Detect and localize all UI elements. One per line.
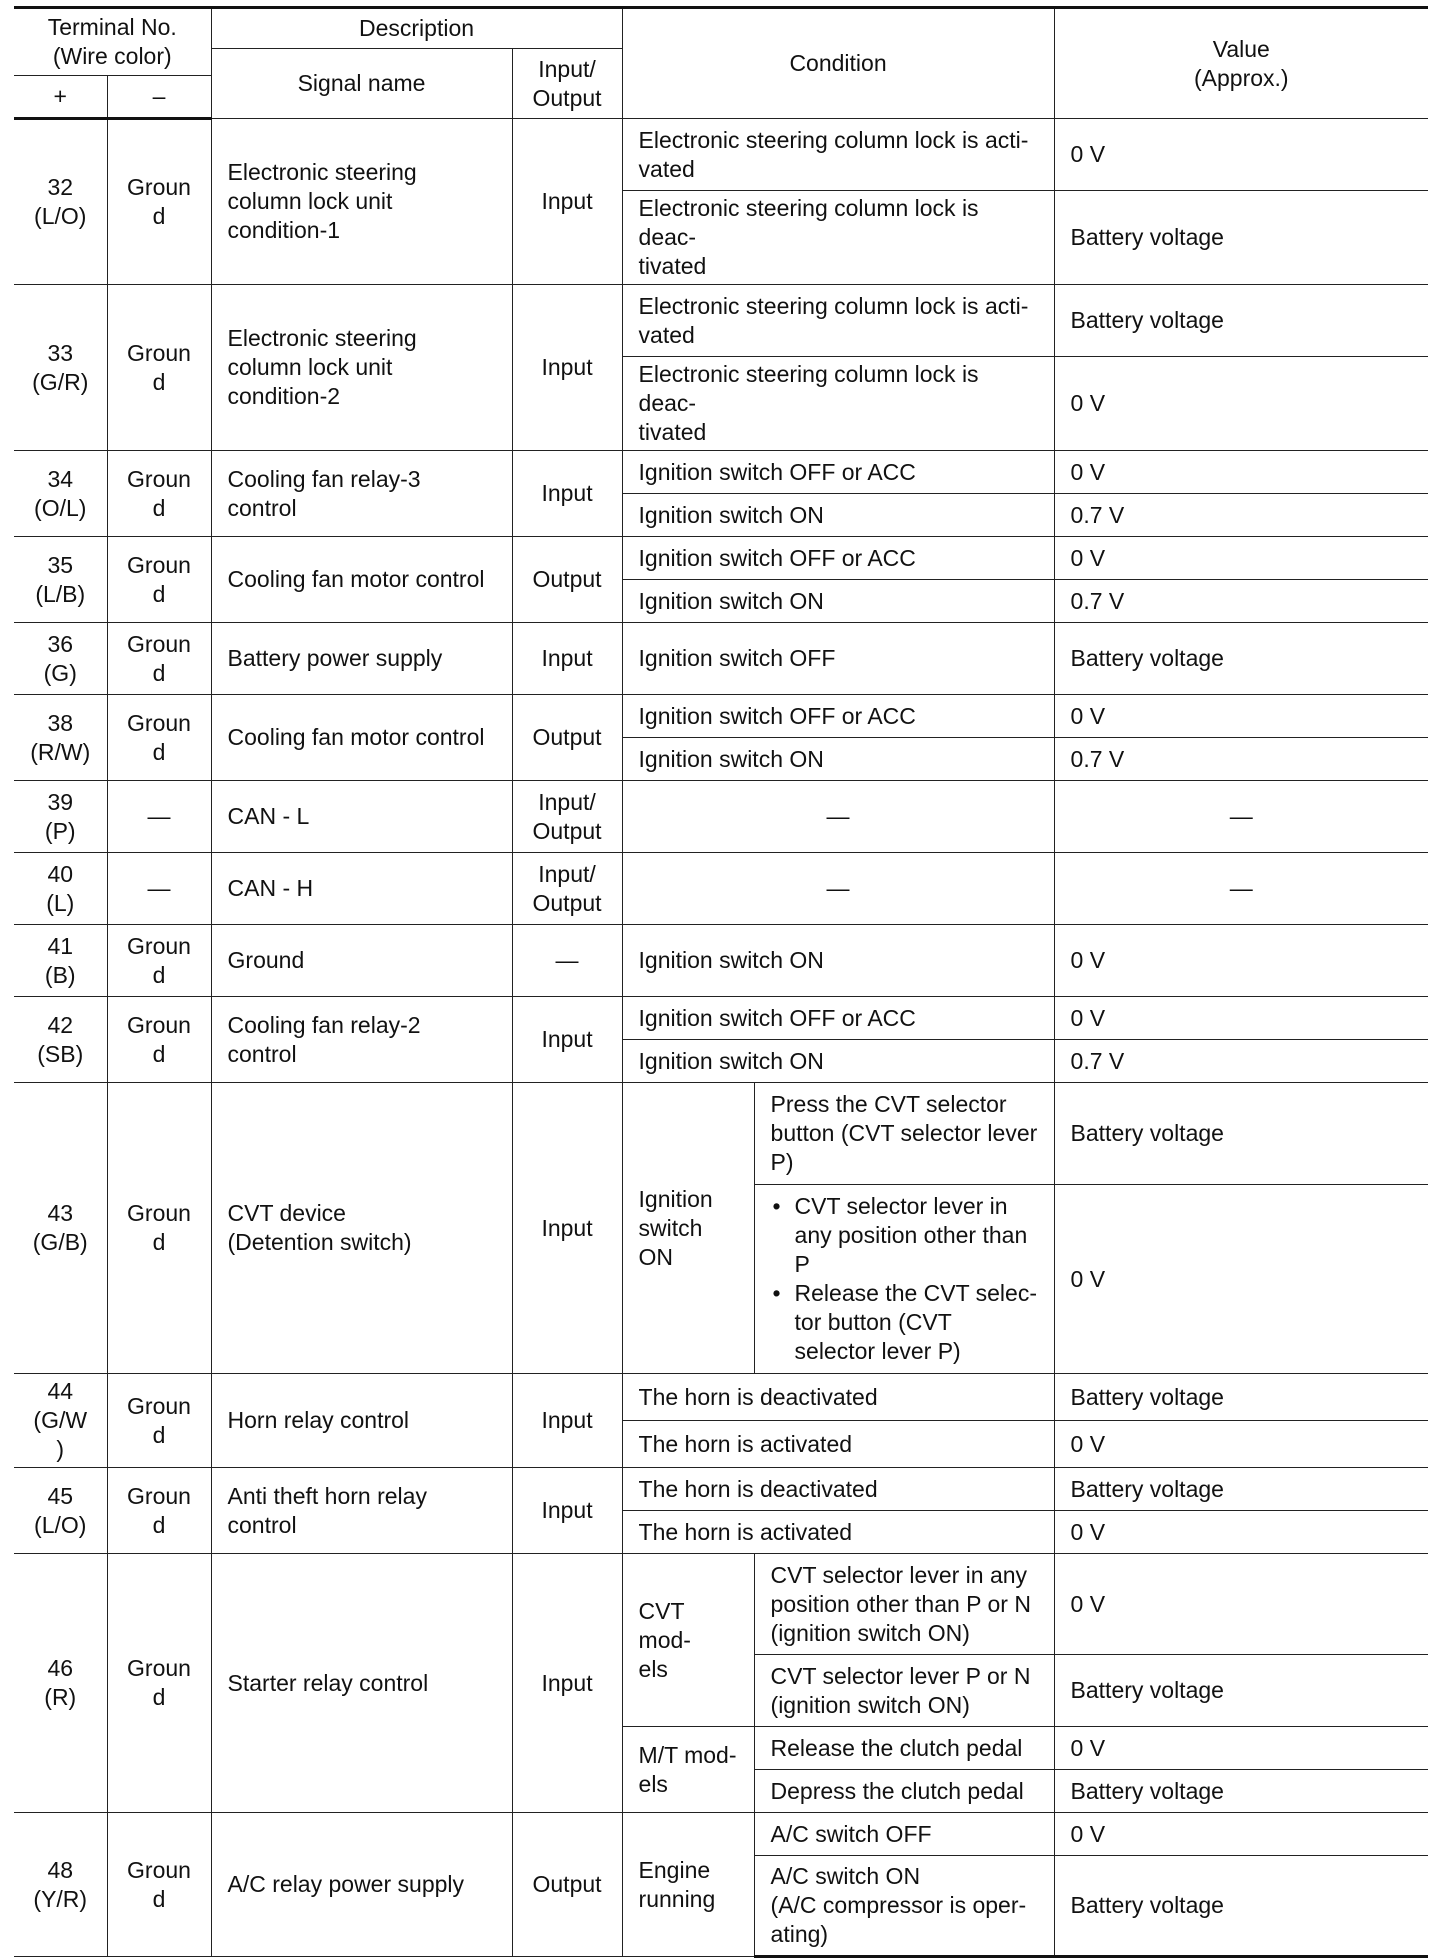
value-cell: 0 V — [1054, 451, 1428, 494]
condition-cell: Release the clutch pedal — [754, 1727, 1054, 1770]
signal-cell: Horn relay control — [211, 1374, 512, 1468]
signal-cell: Electronic steering column lock unit condition-1 — [211, 119, 512, 285]
condition-header: Condition — [622, 8, 1054, 119]
table-row — [14, 1374, 1428, 1421]
condition-cell: Ignition switch ON — [622, 738, 1054, 781]
table-row — [14, 997, 1428, 1040]
description-header: Description — [211, 8, 622, 49]
condition-cell: Ignition switch OFF or ACC — [622, 997, 1054, 1040]
minus-cell: Ground — [107, 1468, 211, 1554]
io-cell: Input/ Output — [512, 853, 622, 925]
table-row — [14, 695, 1428, 738]
table-row — [14, 537, 1428, 580]
condition-cell: Electronic steering column lock is acti- vated — [622, 285, 1054, 357]
condition-cell: CVT selector lever in any position other than P or N (ignition switch ON) — [754, 1554, 1054, 1655]
table-row — [14, 925, 1428, 997]
terminal-cell: 39 (P) — [14, 781, 107, 853]
io-cell: Input — [512, 1083, 622, 1374]
input-output-header: Input/ Output — [512, 49, 622, 119]
condition-cell: A/C switch OFF — [754, 1813, 1054, 1856]
value-cell: 0.7 V — [1054, 580, 1428, 623]
condition-cell: A/C switch ON (A/C compressor is oper- ating) — [754, 1856, 1054, 1957]
value-cell: Battery voltage — [1054, 623, 1428, 695]
terminal-cell: 42 (SB) — [14, 997, 107, 1083]
condition-cell: CVT selector lever P or N (ignition switch ON) — [754, 1655, 1054, 1727]
value-cell: 0 V — [1054, 925, 1428, 997]
value-cell: 0 V — [1054, 1185, 1428, 1374]
condition-cell: — — [622, 781, 1054, 853]
condition-cell: The horn is activated — [622, 1421, 1054, 1468]
condition-group-cell: Engine running — [622, 1813, 754, 1957]
terminal-cell: 40 (L) — [14, 853, 107, 925]
value-cell: 0 V — [1054, 1421, 1428, 1468]
io-cell: — — [512, 925, 622, 997]
condition-cell: Press the CVT selector button (CVT selector lever P) — [754, 1083, 1054, 1185]
condition-cell: Ignition switch ON — [622, 1040, 1054, 1083]
condition-bullet: • CVT selector lever in any position other than P — [795, 1192, 1038, 1279]
table-row — [14, 1468, 1428, 1511]
condition-cell: Ignition switch ON — [622, 580, 1054, 623]
signal-cell: Electronic steering column lock unit condition-2 — [211, 285, 512, 451]
terminal-cell: 33 (G/R) — [14, 285, 107, 451]
minus-cell: Ground — [107, 925, 211, 997]
io-cell: Input — [512, 1374, 622, 1468]
io-cell: Input — [512, 623, 622, 695]
signal-cell: CAN - L — [211, 781, 512, 853]
terminal-cell: 36 (G) — [14, 623, 107, 695]
io-cell: Input — [512, 1468, 622, 1554]
table-row — [14, 853, 1428, 925]
condition-cell: The horn is deactivated — [622, 1374, 1054, 1421]
condition-cell: Ignition switch ON — [622, 494, 1054, 537]
value-cell: 0 V — [1054, 357, 1428, 451]
condition-group-cell: Ignition switch ON — [622, 1083, 754, 1374]
condition-bullet: • Release the CVT selec-tor button (CVT selector lever P) — [795, 1279, 1038, 1366]
condition-cell: Electronic steering column lock is deac- tivated — [622, 357, 1054, 451]
terminal-cell: 43 (G/B) — [14, 1083, 107, 1374]
condition-cell — [754, 1185, 1054, 1374]
condition-group-cell: CVT mod- els — [622, 1554, 754, 1727]
terminal-cell: 32 (L/O) — [14, 119, 107, 285]
terminal-no-header: Terminal No. (Wire color) — [14, 8, 211, 76]
value-cell: 0 V — [1054, 1727, 1428, 1770]
io-cell: Input — [512, 997, 622, 1083]
value-cell: — — [1054, 853, 1428, 925]
value-cell: Battery voltage — [1054, 1856, 1428, 1957]
value-cell: 0 V — [1054, 1813, 1428, 1856]
value-cell: Battery voltage — [1054, 1655, 1428, 1727]
condition-cell: Electronic steering column lock is deac- tivated — [622, 191, 1054, 285]
condition-cell: Ignition switch OFF or ACC — [622, 537, 1054, 580]
signal-cell: Cooling fan motor control — [211, 695, 512, 781]
plus-header: + — [14, 76, 107, 119]
value-cell: 0.7 V — [1054, 1040, 1428, 1083]
value-cell: Battery voltage — [1054, 191, 1428, 285]
table-row — [14, 1813, 1428, 1856]
value-cell: 0 V — [1054, 1511, 1428, 1554]
io-cell: Input — [512, 119, 622, 285]
value-cell: Battery voltage — [1054, 1374, 1428, 1421]
terminal-cell: 34 (O/L) — [14, 451, 107, 537]
signal-cell: Cooling fan motor control — [211, 537, 512, 623]
condition-cell: The horn is deactivated — [622, 1468, 1054, 1511]
io-cell: Input — [512, 285, 622, 451]
minus-cell: Ground — [107, 451, 211, 537]
value-cell: 0.7 V — [1054, 738, 1428, 781]
value-cell: Battery voltage — [1054, 1770, 1428, 1813]
table-row — [14, 451, 1428, 494]
terminal-cell: 44 (G/W) — [14, 1374, 107, 1468]
minus-cell: Ground — [107, 119, 211, 285]
signal-cell: Starter relay control — [211, 1554, 512, 1813]
condition-cell: Ignition switch ON — [622, 925, 1054, 997]
table-row — [14, 781, 1428, 853]
condition-cell: The horn is activated — [622, 1511, 1054, 1554]
condition-cell: Ignition switch OFF — [622, 623, 1054, 695]
value-cell: 0 V — [1054, 1554, 1428, 1655]
io-cell: Output — [512, 537, 622, 623]
condition-cell: Ignition switch OFF or ACC — [622, 695, 1054, 738]
minus-cell: Ground — [107, 1374, 211, 1468]
minus-header: – — [107, 76, 211, 119]
value-cell: — — [1054, 781, 1428, 853]
condition-group-cell: M/T mod- els — [622, 1727, 754, 1813]
terminal-cell: 48 (Y/R) — [14, 1813, 107, 1957]
value-cell: 0 V — [1054, 997, 1428, 1040]
terminal-cell: 35 (L/B) — [14, 537, 107, 623]
value-cell: Battery voltage — [1054, 1468, 1428, 1511]
value-cell: Battery voltage — [1054, 285, 1428, 357]
terminal-cell: 41 (B) — [14, 925, 107, 997]
io-cell: Output — [512, 695, 622, 781]
io-cell: Input — [512, 451, 622, 537]
minus-cell: Ground — [107, 997, 211, 1083]
value-cell: 0 V — [1054, 119, 1428, 191]
table-row — [14, 1554, 1428, 1655]
minus-cell: Ground — [107, 537, 211, 623]
signal-cell: CAN - H — [211, 853, 512, 925]
header-row-1 — [14, 8, 1428, 49]
io-cell: Input/ Output — [512, 781, 622, 853]
minus-cell: Ground — [107, 695, 211, 781]
condition-cell: Electronic steering column lock is acti- vated — [622, 119, 1054, 191]
condition-cell: Ignition switch OFF or ACC — [622, 451, 1054, 494]
io-cell: Input — [512, 1554, 622, 1813]
value-cell: 0 V — [1054, 695, 1428, 738]
signal-cell: Anti theft horn relay control — [211, 1468, 512, 1554]
io-cell: Output — [512, 1813, 622, 1957]
value-cell: Battery voltage — [1054, 1083, 1428, 1185]
value-cell: 0 V — [1054, 537, 1428, 580]
signal-cell: Cooling fan relay-3 control — [211, 451, 512, 537]
minus-cell: Ground — [107, 623, 211, 695]
minus-cell: Ground — [107, 1083, 211, 1374]
table-row — [14, 623, 1428, 695]
terminal-specification-table — [14, 6, 1428, 1958]
condition-cell: Depress the clutch pedal — [754, 1770, 1054, 1813]
signal-cell: Battery power supply — [211, 623, 512, 695]
signal-cell: Ground — [211, 925, 512, 997]
condition-cell: — — [622, 853, 1054, 925]
minus-cell: Ground — [107, 1813, 211, 1957]
terminal-cell: 45 (L/O) — [14, 1468, 107, 1554]
terminal-cell: 38 (R/W) — [14, 695, 107, 781]
minus-cell: — — [107, 853, 211, 925]
value-cell: 0.7 V — [1054, 494, 1428, 537]
signal-cell: A/C relay power supply — [211, 1813, 512, 1957]
table-row — [14, 119, 1428, 191]
signal-cell: CVT device (Detention switch) — [211, 1083, 512, 1374]
value-header: Value (Approx.) — [1054, 8, 1428, 119]
table-row — [14, 285, 1428, 357]
signal-cell: Cooling fan relay-2 control — [211, 997, 512, 1083]
signal-name-header: Signal name — [211, 49, 512, 119]
table-row — [14, 1083, 1428, 1185]
terminal-cell: 46 (R) — [14, 1554, 107, 1813]
minus-cell: Ground — [107, 1554, 211, 1813]
minus-cell: — — [107, 781, 211, 853]
minus-cell: Ground — [107, 285, 211, 451]
